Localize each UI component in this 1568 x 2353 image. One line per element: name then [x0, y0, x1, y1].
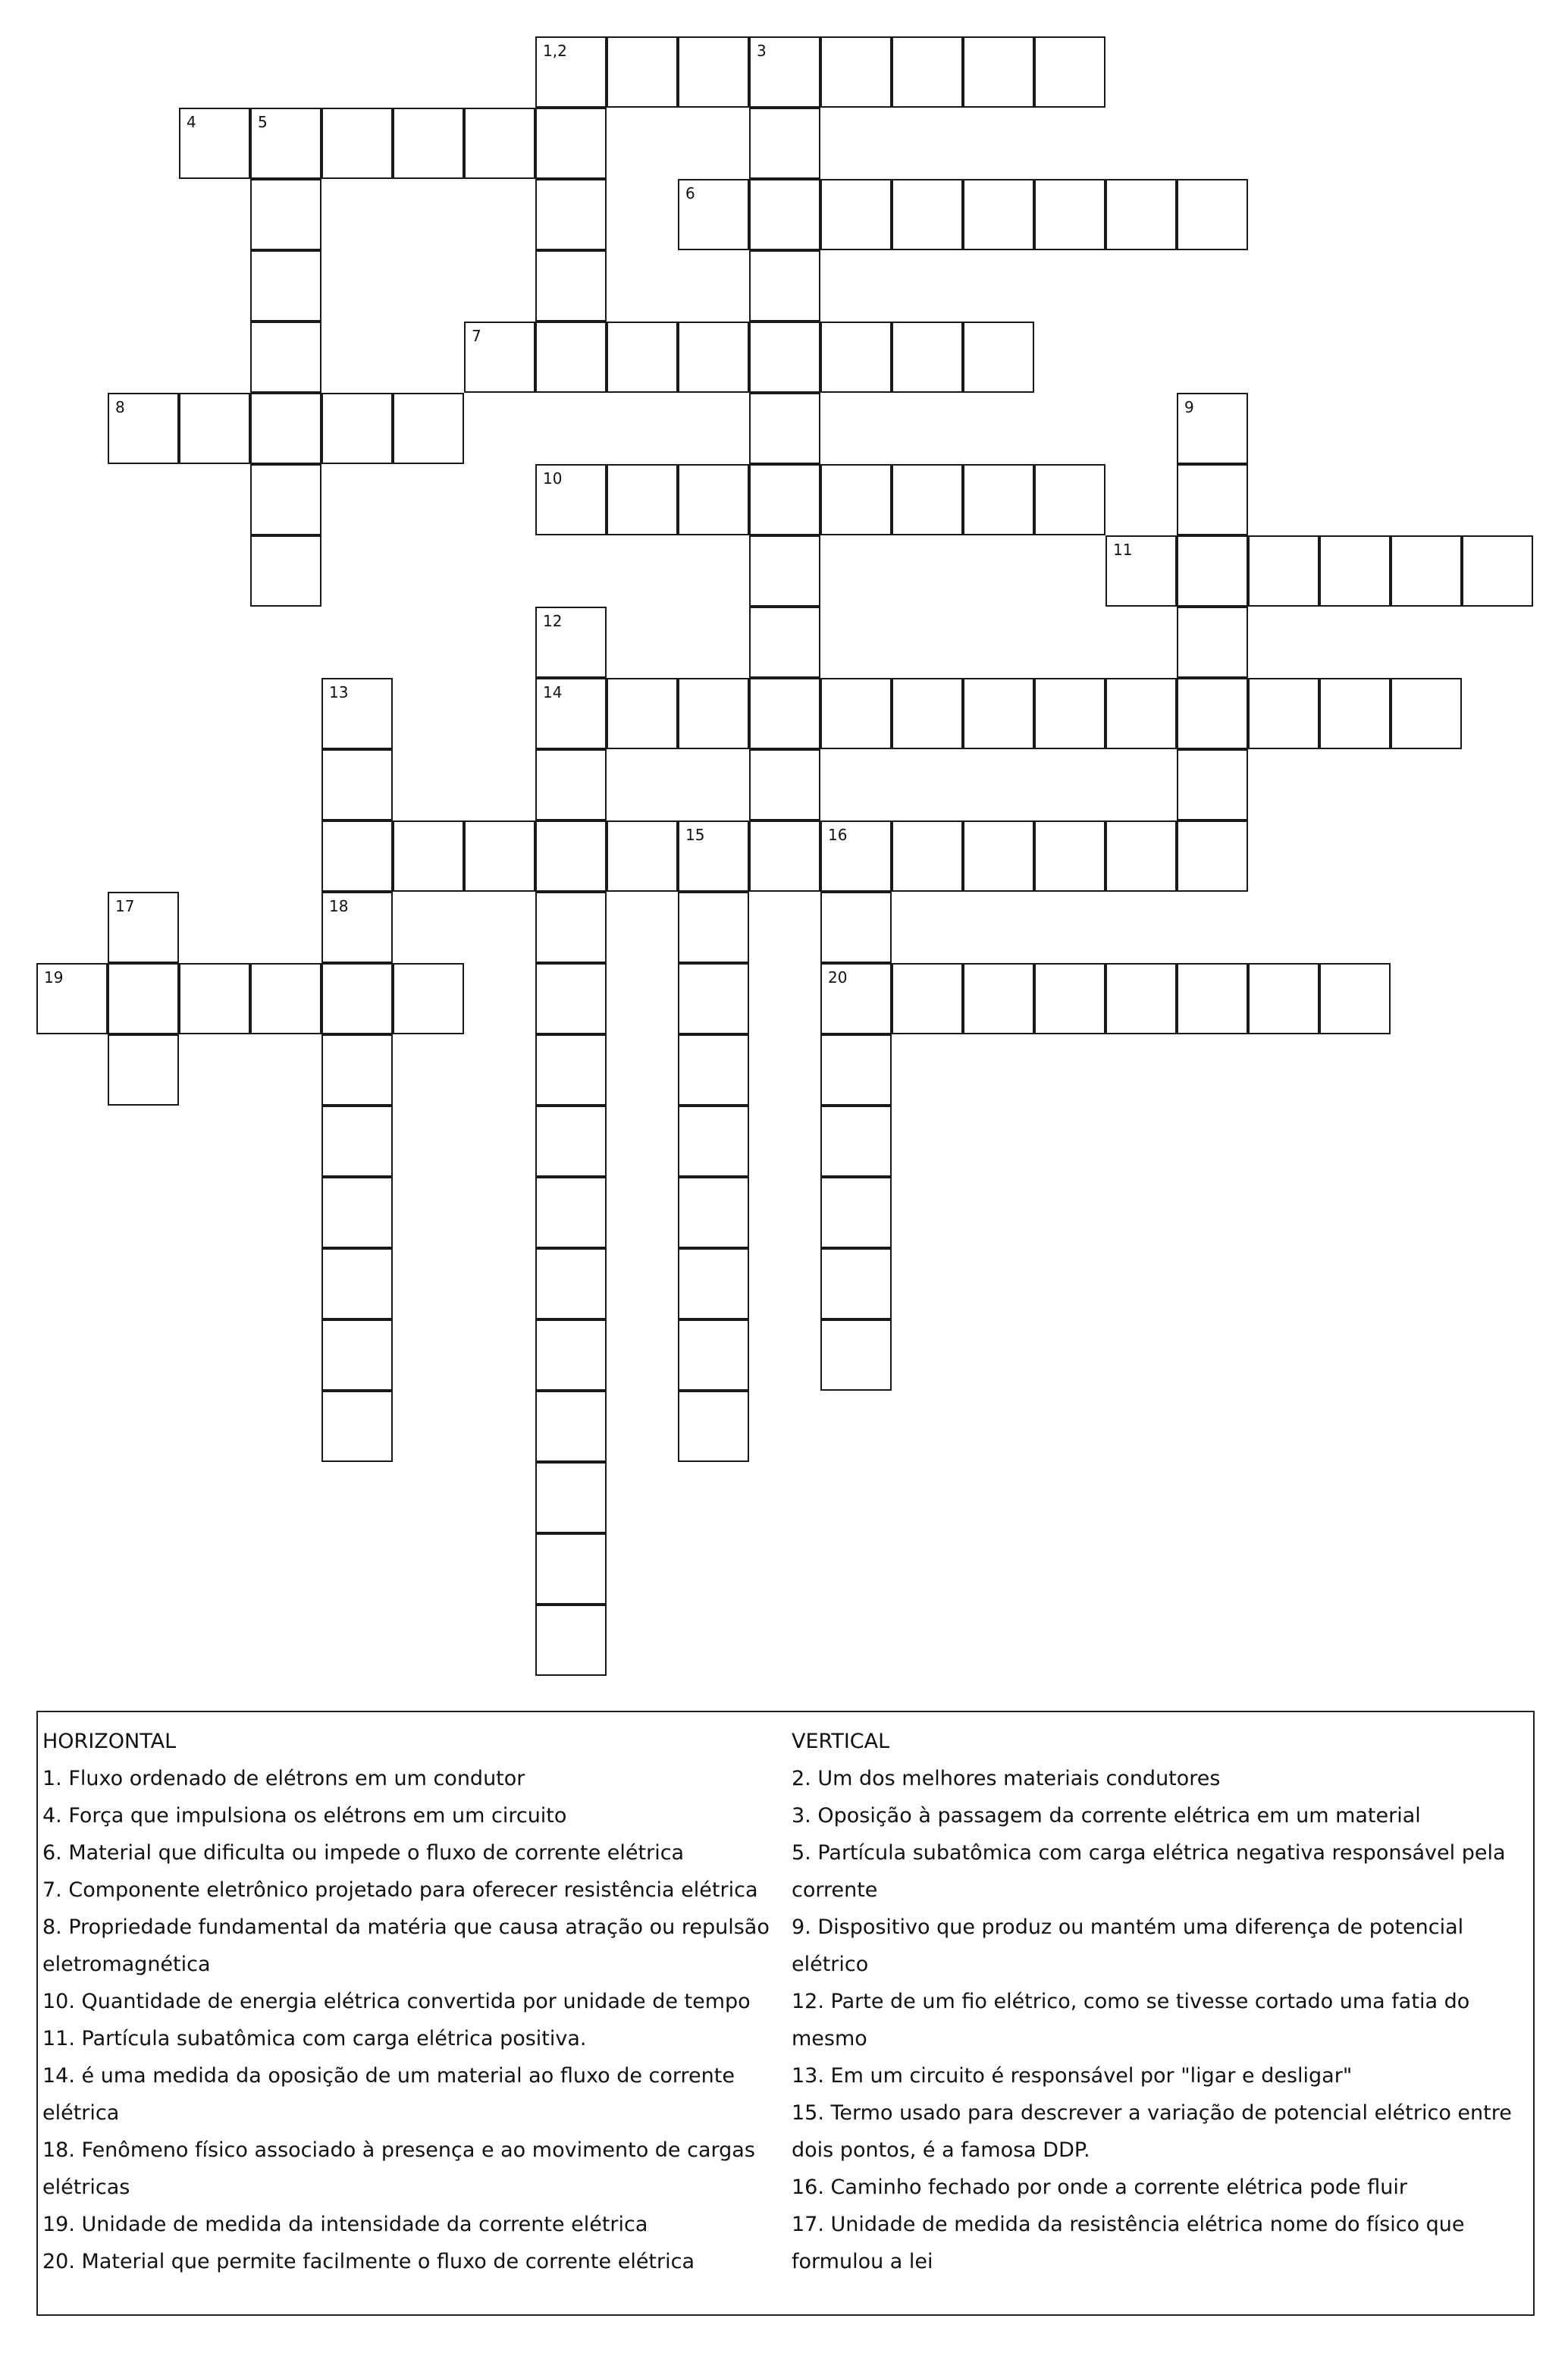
- grid-cell[interactable]: [535, 1391, 607, 1462]
- grid-cell[interactable]: [678, 1319, 749, 1391]
- grid-cell[interactable]: [464, 322, 535, 393]
- grid-cell[interactable]: [1177, 820, 1248, 892]
- grid-cell[interactable]: [250, 963, 321, 1034]
- grid-cell[interactable]: [321, 1034, 393, 1106]
- grid-cell[interactable]: [963, 464, 1034, 535]
- grid-cell[interactable]: [1177, 678, 1248, 749]
- clue-v2: 2. Um dos melhores materiais condutores: [792, 1767, 1221, 1790]
- grid-cell[interactable]: [1177, 963, 1248, 1034]
- grid-cell[interactable]: [607, 464, 678, 535]
- grid-cell[interactable]: [535, 464, 607, 535]
- clue-v15: 15. Termo usado para descrever a variação de potencial elétrico entre dois pontos, é a famosa DDP.: [792, 2101, 1512, 2162]
- grid-cell[interactable]: [535, 820, 607, 892]
- grid-cell[interactable]: [321, 678, 393, 749]
- grid-cell[interactable]: [535, 963, 607, 1034]
- clue-number: 19: [44, 968, 64, 987]
- grid-cell[interactable]: [535, 749, 607, 820]
- clue-number: 5: [258, 113, 268, 131]
- grid-cell[interactable]: [749, 393, 820, 464]
- grid-cell[interactable]: [820, 820, 892, 892]
- grid-cell[interactable]: [749, 749, 820, 820]
- grid-cell[interactable]: [678, 36, 749, 108]
- grid-cell[interactable]: [1319, 678, 1391, 749]
- grid-cell[interactable]: [535, 1034, 607, 1106]
- grid-cell[interactable]: [749, 820, 820, 892]
- clue-number: 14: [543, 683, 563, 701]
- grid-cell[interactable]: [607, 322, 678, 393]
- grid-cell[interactable]: [108, 1034, 179, 1106]
- grid-cell[interactable]: [749, 108, 820, 179]
- grid-cell[interactable]: [749, 464, 820, 535]
- grid-cell[interactable]: [963, 179, 1034, 250]
- clue-number: 1,2: [543, 42, 567, 60]
- grid-cell[interactable]: [1462, 535, 1533, 607]
- grid-cell[interactable]: [179, 963, 250, 1034]
- grid-cell[interactable]: [820, 892, 892, 963]
- grid-cell[interactable]: [108, 393, 179, 464]
- clues-box: [36, 1711, 1535, 2316]
- grid-cell[interactable]: [1177, 393, 1248, 464]
- grid-cell[interactable]: [1391, 535, 1462, 607]
- grid-cell[interactable]: [678, 1391, 749, 1462]
- grid-cell[interactable]: [607, 820, 678, 892]
- grid-cell[interactable]: [678, 464, 749, 535]
- grid-cell[interactable]: [963, 678, 1034, 749]
- grid-cell[interactable]: [1105, 963, 1177, 1034]
- grid-cell[interactable]: [678, 892, 749, 963]
- clue-v9: 9. Dispositivo que produz ou mantém uma diferença de potencial elétrico: [792, 1915, 1464, 1976]
- clue-number: 3: [757, 42, 767, 60]
- grid-cell[interactable]: [1034, 678, 1105, 749]
- grid-cell[interactable]: [678, 963, 749, 1034]
- grid-cell[interactable]: [250, 108, 321, 179]
- grid-cell[interactable]: [1034, 820, 1105, 892]
- grid-cell[interactable]: [820, 1319, 892, 1391]
- grid-cell[interactable]: [892, 963, 963, 1034]
- grid-cell[interactable]: [820, 179, 892, 250]
- grid-cell[interactable]: [1177, 179, 1248, 250]
- clue-number: 15: [685, 826, 705, 844]
- clue-h11: 11. Partícula subatômica com carga elétrica positiva.: [42, 2027, 587, 2050]
- clue-number: 11: [1113, 541, 1133, 559]
- grid-cell[interactable]: [321, 393, 393, 464]
- grid-cell[interactable]: [464, 820, 535, 892]
- grid-cell[interactable]: [250, 179, 321, 250]
- grid-cell[interactable]: [179, 108, 250, 179]
- grid-cell[interactable]: [321, 963, 393, 1034]
- grid-cell[interactable]: [393, 820, 464, 892]
- grid-cell[interactable]: [535, 36, 607, 108]
- grid-cell[interactable]: [1177, 535, 1248, 607]
- grid-cell[interactable]: [678, 678, 749, 749]
- grid-cell[interactable]: [36, 963, 108, 1034]
- clue-v3: 3. Oposição à passagem da corrente elétrica em um material: [792, 1804, 1421, 1827]
- grid-cell[interactable]: [820, 36, 892, 108]
- grid-cell[interactable]: [749, 179, 820, 250]
- grid-cell[interactable]: [963, 963, 1034, 1034]
- grid-cell[interactable]: [321, 892, 393, 963]
- grid-cell[interactable]: [1248, 963, 1319, 1034]
- clue-number: 12: [543, 612, 563, 630]
- vertical-title: VERTICAL: [792, 1730, 890, 1753]
- grid-cell[interactable]: [607, 678, 678, 749]
- grid-cell[interactable]: [749, 250, 820, 322]
- grid-cell[interactable]: [1034, 963, 1105, 1034]
- grid-cell[interactable]: [250, 250, 321, 322]
- grid-cell[interactable]: [464, 108, 535, 179]
- grid-cell[interactable]: [1248, 535, 1319, 607]
- grid-cell[interactable]: [535, 1462, 607, 1533]
- grid-cell[interactable]: [820, 963, 892, 1034]
- grid-cell[interactable]: [678, 1106, 749, 1177]
- clue-h8: 8. Propriedade fundamental da matéria que causa atração ou repulsão eletromagnética: [42, 1915, 770, 1976]
- grid-cell[interactable]: [749, 535, 820, 607]
- grid-cell[interactable]: [535, 1319, 607, 1391]
- grid-cell[interactable]: [892, 820, 963, 892]
- grid-cell[interactable]: [678, 1034, 749, 1106]
- grid-cell[interactable]: [393, 963, 464, 1034]
- grid-cell[interactable]: [321, 1391, 393, 1462]
- grid-cell[interactable]: [749, 678, 820, 749]
- grid-cell[interactable]: [1177, 607, 1248, 678]
- clue-h10: 10. Quantidade de energia elétrica convertida por unidade de tempo: [42, 1990, 751, 2013]
- grid-cell[interactable]: [820, 464, 892, 535]
- clue-h4: 4. Força que impulsiona os elétrons em um circuito: [42, 1804, 567, 1827]
- clue-v17: 17. Unidade de medida da resistência elétrica nome do físico que formulou a lei: [792, 2213, 1465, 2273]
- grid-cell[interactable]: [820, 1248, 892, 1319]
- clue-h20: 20. Material que permite facilmente o fluxo de corrente elétrica: [42, 2250, 695, 2273]
- clue-h7: 7. Componente eletrônico projetado para oferecer resistência elétrica: [42, 1878, 758, 1902]
- grid-cell[interactable]: [892, 678, 963, 749]
- grid-cell[interactable]: [535, 1533, 607, 1605]
- vertical-clues: [792, 1723, 1527, 2280]
- grid-cell[interactable]: [535, 250, 607, 322]
- clue-number: 8: [115, 398, 125, 416]
- grid-cell[interactable]: [535, 1106, 607, 1177]
- grid-cell[interactable]: [1034, 464, 1105, 535]
- grid-cell[interactable]: [1248, 678, 1319, 749]
- grid-cell[interactable]: [749, 607, 820, 678]
- grid-cell[interactable]: [963, 36, 1034, 108]
- grid-cell[interactable]: [321, 820, 393, 892]
- grid-cell[interactable]: [1105, 678, 1177, 749]
- grid-cell[interactable]: [678, 179, 749, 250]
- grid-cell[interactable]: [108, 963, 179, 1034]
- grid-cell[interactable]: [393, 393, 464, 464]
- clue-number: 6: [685, 184, 695, 202]
- clue-number: 9: [1184, 398, 1194, 416]
- clue-h19: 19. Unidade de medida da intensidade da corrente elétrica: [42, 2213, 648, 2236]
- grid-cell[interactable]: [749, 322, 820, 393]
- grid-cell[interactable]: [749, 36, 820, 108]
- grid-cell[interactable]: [678, 1177, 749, 1248]
- grid-cell[interactable]: [250, 464, 321, 535]
- grid-cell[interactable]: [1177, 464, 1248, 535]
- clue-number: 10: [543, 469, 563, 488]
- clue-number: 17: [115, 897, 135, 915]
- clue-number: 20: [828, 968, 848, 987]
- grid-cell[interactable]: [535, 678, 607, 749]
- clue-number: 16: [828, 826, 848, 844]
- grid-cell[interactable]: [820, 1034, 892, 1106]
- grid-cell[interactable]: [250, 393, 321, 464]
- grid-cell[interactable]: [321, 108, 393, 179]
- clue-h18: 18. Fenômeno físico associado à presença e ao movimento de cargas elétricas: [42, 2138, 755, 2199]
- grid-cell[interactable]: [393, 108, 464, 179]
- grid-cell[interactable]: [535, 1248, 607, 1319]
- clue-v16: 16. Caminho fechado por onde a corrente elétrica pode fluir: [792, 2176, 1407, 2199]
- grid-cell[interactable]: [892, 322, 963, 393]
- grid-cell[interactable]: [1034, 179, 1105, 250]
- grid-cell[interactable]: [820, 678, 892, 749]
- grid-cell[interactable]: [250, 322, 321, 393]
- grid-cell[interactable]: [678, 820, 749, 892]
- grid-cell[interactable]: [892, 36, 963, 108]
- grid-cell[interactable]: [607, 36, 678, 108]
- clue-number: 7: [472, 327, 481, 345]
- clue-number: 13: [329, 683, 349, 701]
- grid-cell[interactable]: [1391, 678, 1462, 749]
- grid-cell[interactable]: [1105, 179, 1177, 250]
- grid-cell[interactable]: [179, 393, 250, 464]
- grid-cell[interactable]: [321, 1319, 393, 1391]
- grid-cell[interactable]: [820, 322, 892, 393]
- horizontal-title: HORIZONTAL: [42, 1730, 177, 1753]
- grid-cell[interactable]: [963, 322, 1034, 393]
- grid-cell[interactable]: [1034, 36, 1105, 108]
- clue-v13: 13. Em um circuito é responsável por "ligar e desligar": [792, 2064, 1353, 2088]
- grid-cell[interactable]: [535, 108, 607, 179]
- grid-cell[interactable]: [535, 1605, 607, 1676]
- grid-cell[interactable]: [820, 1106, 892, 1177]
- grid-cell[interactable]: [321, 749, 393, 820]
- grid-cell[interactable]: [678, 322, 749, 393]
- clue-number: 4: [187, 113, 196, 131]
- grid-cell[interactable]: [1105, 535, 1177, 607]
- grid-cell[interactable]: [678, 1248, 749, 1319]
- grid-cell[interactable]: [535, 179, 607, 250]
- grid-cell[interactable]: [321, 1248, 393, 1319]
- grid-cell[interactable]: [1105, 820, 1177, 892]
- clue-h6: 6. Material que dificulta ou impede o fluxo de corrente elétrica: [42, 1841, 685, 1865]
- grid-cell[interactable]: [535, 607, 607, 678]
- grid-cell[interactable]: [321, 1177, 393, 1248]
- grid-cell[interactable]: [892, 464, 963, 535]
- grid-cell[interactable]: [535, 1177, 607, 1248]
- grid-cell[interactable]: [1319, 535, 1391, 607]
- clue-v5: 5. Partícula subatômica com carga elétrica negativa responsável pela corrente: [792, 1841, 1506, 1902]
- clue-h1: 1. Fluxo ordenado de elétrons em um condutor: [42, 1767, 525, 1790]
- clue-h14: 14. é uma medida da oposição de um material ao fluxo de corrente elétrica: [42, 2064, 735, 2125]
- clue-v12: 12. Parte de um fio elétrico, como se tivesse cortado uma fatia do mesmo: [792, 1990, 1470, 2050]
- grid-cell[interactable]: [820, 1177, 892, 1248]
- grid-cell[interactable]: [250, 535, 321, 607]
- grid-cell[interactable]: [1319, 963, 1391, 1034]
- grid-cell[interactable]: [108, 892, 179, 963]
- grid-cell[interactable]: [535, 892, 607, 963]
- horizontal-clues: [42, 1723, 786, 2280]
- grid-cell[interactable]: [535, 322, 607, 393]
- grid-cell[interactable]: [892, 179, 963, 250]
- grid-cell[interactable]: [321, 1106, 393, 1177]
- grid-cell[interactable]: [1177, 749, 1248, 820]
- clue-number: 18: [329, 897, 349, 915]
- grid-cell[interactable]: [963, 820, 1034, 892]
